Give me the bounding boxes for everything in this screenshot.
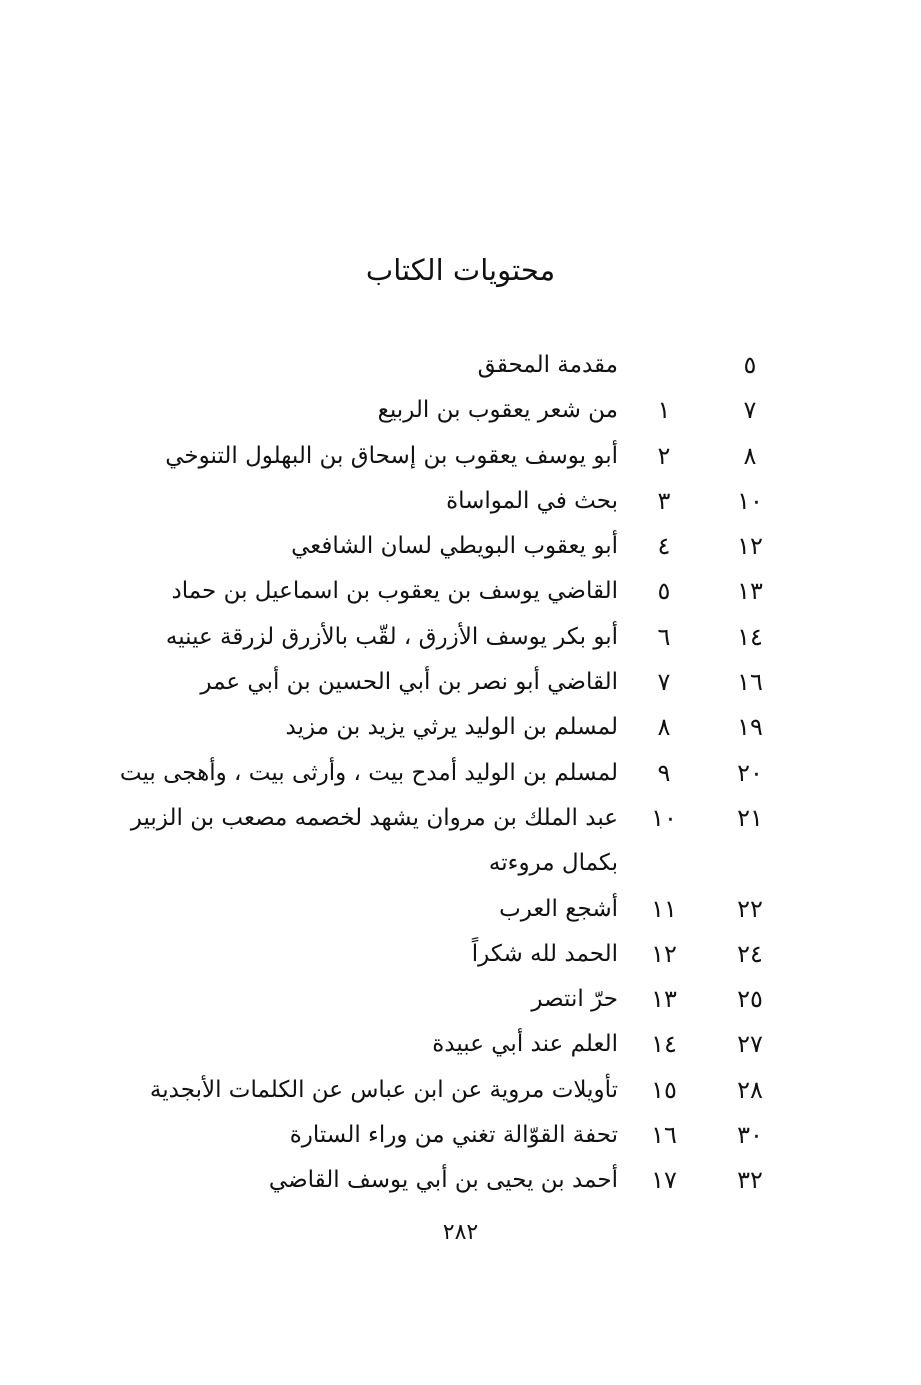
- toc-row: [90, 932, 790, 977]
- toc-row: [90, 977, 790, 1022]
- toc-row: [90, 615, 790, 660]
- toc-row: [90, 1113, 790, 1158]
- toc-page-number: ٥: [743, 351, 757, 379]
- toc-entry-line: العلم عند أبي عبيدة: [432, 1031, 618, 1058]
- toc-entry-line: عبد الملك بن مروان يشهد لخصمه مصعب بن الزبير: [130, 804, 618, 831]
- page-number: ٢٨٢: [442, 1220, 479, 1245]
- toc-row: [90, 343, 790, 388]
- toc-entry-title: [90, 660, 618, 705]
- toc-entry-title: [90, 1068, 618, 1113]
- toc-row: [90, 569, 790, 614]
- toc-entry-title: [90, 887, 618, 932]
- toc-page-number: ١٣: [737, 577, 763, 606]
- toc-entry-title: [90, 796, 618, 887]
- toc-row: [90, 524, 790, 569]
- toc-entry-title: [90, 615, 618, 660]
- toc-entry-title: [90, 705, 618, 750]
- toc-row: [90, 705, 790, 750]
- toc-page-number: ٢٥: [737, 985, 763, 1014]
- toc-section-number: ٩: [657, 758, 671, 787]
- toc-entry-title: [90, 388, 618, 433]
- toc-entry-line: لمسلم بن الوليد أمدح بيت ، وأرثى بيت ، وأهجى بيت: [119, 759, 618, 786]
- toc-entry-line: أبو يعقوب البويطي لسان الشافعي: [291, 533, 618, 560]
- toc-page-number: ٧: [743, 396, 757, 425]
- table-of-contents: [90, 343, 790, 1204]
- toc-section-number: ١٧: [651, 1166, 677, 1195]
- toc-section-number: ١٥: [651, 1075, 677, 1104]
- toc-entry-title: [90, 524, 618, 569]
- toc-entry-line: لمسلم بن الوليد يرثي يزيد بن مزيد: [285, 714, 618, 741]
- toc-entry-line: أشجع العرب: [499, 895, 618, 922]
- toc-entry-line: أبو بكر يوسف الأزرق ، لقّب بالأزرق لزرقة عينيه: [165, 623, 618, 650]
- toc-row: [90, 751, 790, 796]
- toc-section-number: ١٠: [651, 803, 677, 832]
- toc-entry-line: مقدمة المحقق: [477, 352, 618, 378]
- toc-section-number: ١٦: [651, 1121, 677, 1150]
- toc-entry-title: [90, 977, 618, 1022]
- toc-section-number: ١٢: [651, 939, 677, 968]
- toc-entry-title: [90, 1022, 618, 1067]
- toc-section-number: ٨: [657, 713, 671, 742]
- toc-page-number: ٢١: [737, 803, 763, 832]
- toc-page-number: ١٦: [737, 668, 763, 697]
- toc-entry-line: حرّ انتصر: [531, 986, 618, 1013]
- toc-section-number: ١٣: [651, 985, 677, 1014]
- toc-section-number: ١: [657, 396, 671, 425]
- toc-row: [90, 796, 790, 887]
- toc-entry-line: من شعر يعقوب بن الربيع: [377, 397, 618, 424]
- toc-entry-line: تحفة القوّالة تغني من وراء الستارة: [289, 1122, 618, 1149]
- toc-page-number: ٢٢: [737, 894, 763, 923]
- toc-section-number: ٢: [657, 441, 671, 470]
- toc-row: [90, 434, 790, 479]
- toc-row: [90, 887, 790, 932]
- toc-entry-title: [90, 343, 618, 388]
- toc-entry-line: أبو يوسف يعقوب بن إسحاق بن البهلول التنوخي: [165, 442, 618, 469]
- toc-entry-line: تأويلات مروية عن ابن عباس عن الكلمات الأبجدية: [149, 1076, 618, 1103]
- toc-row: [90, 660, 790, 705]
- toc-page-number: ٣٢: [737, 1166, 763, 1195]
- toc-section-number: ١١: [651, 894, 677, 923]
- toc-page-number: ١٠: [737, 486, 763, 515]
- toc-entry-line: الحمد لله شكراً: [471, 940, 618, 967]
- toc-row: [90, 1068, 790, 1113]
- toc-section-number: ٤: [657, 532, 671, 561]
- toc-page-number: ١٤: [737, 622, 763, 651]
- toc-entry-line: القاضي يوسف بن يعقوب بن اسماعيل بن حماد: [171, 578, 618, 605]
- toc-row: [90, 388, 790, 433]
- toc-page-number: ٢٧: [737, 1030, 763, 1059]
- toc-page-number: ٣٠: [737, 1121, 763, 1150]
- toc-page-number: ٢٨: [737, 1075, 763, 1104]
- toc-entry-title: [90, 932, 618, 977]
- toc-section-number: ٣: [657, 486, 671, 515]
- toc-row: [90, 479, 790, 524]
- toc-section-number: ٦: [657, 622, 671, 651]
- toc-entry-title: [90, 1113, 618, 1158]
- toc-page-number: ٢٠: [737, 758, 763, 787]
- toc-entry-title: [90, 479, 618, 524]
- toc-entry-line: أحمد بن يحيى بن أبي يوسف القاضي: [268, 1167, 618, 1194]
- toc-entry-title: [90, 1158, 618, 1203]
- toc-page-number: ٢٤: [737, 939, 763, 968]
- toc-entry-title: [90, 569, 618, 614]
- toc-row: [90, 1022, 790, 1067]
- toc-page-number: ٨: [743, 441, 757, 470]
- page-title: محتويات الكتاب: [365, 253, 556, 287]
- toc-section-number: ٥: [657, 577, 671, 606]
- toc-section-number: ١٤: [651, 1030, 677, 1059]
- toc-entry-line: بحث في المواساة: [446, 487, 618, 514]
- toc-section-number: ٧: [657, 668, 671, 697]
- toc-row: [90, 1158, 790, 1203]
- toc-page-number: ١٢: [737, 532, 763, 561]
- toc-entry-line: القاضي أبو نصر بن أبي الحسين بن أبي عمر: [200, 669, 618, 696]
- toc-page-number: ١٩: [737, 713, 763, 742]
- toc-entry-title: [90, 434, 618, 479]
- toc-entry-line: بكمال مروءته: [488, 850, 618, 877]
- toc-entry-title: [90, 751, 618, 796]
